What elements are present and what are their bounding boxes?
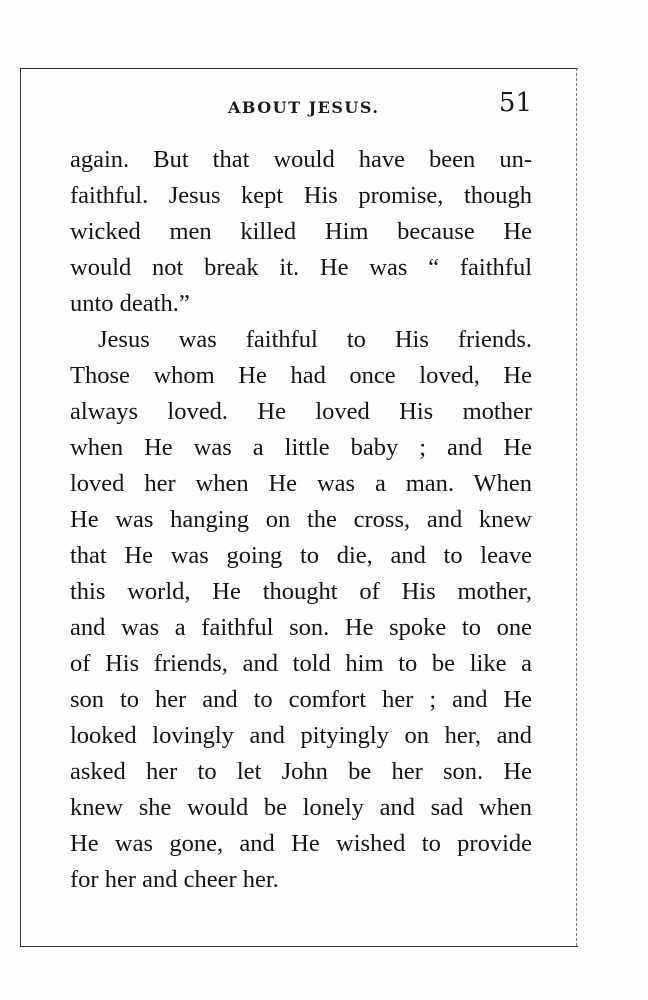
running-head: ABOUT JESUS. xyxy=(228,98,380,117)
text-line: son to her and to comfort her ; and He xyxy=(70,686,532,713)
text-line: again. But that would have been un- xyxy=(70,146,532,173)
text-line: faithful. Jesus kept His promise, though xyxy=(70,182,532,209)
text-line: He was gone, and He wished to provide xyxy=(70,830,532,857)
text-line: looked lovingly and pityingly on her, and xyxy=(70,722,532,749)
text-line: when He was a little baby ; and He xyxy=(70,434,532,461)
page-border-left xyxy=(20,68,21,946)
page-header xyxy=(70,88,532,128)
text-line: this world, He thought of His mother, xyxy=(70,578,532,605)
text-line: and was a faithful son. He spoke to one xyxy=(70,614,532,641)
page-border-top xyxy=(20,68,578,69)
page-border-right xyxy=(576,68,577,946)
text-line: loved her when He was a man. When xyxy=(70,470,532,497)
text-line: asked her to let John be her son. He xyxy=(70,758,532,785)
text-line: He was hanging on the cross, and knew xyxy=(70,506,532,533)
text-line: always loved. He loved His mother xyxy=(70,398,532,425)
text-line: that He was going to die, and to leave xyxy=(70,542,532,569)
text-line: for her and cheer her. xyxy=(70,866,279,893)
text-line: unto death.” xyxy=(70,290,190,317)
text-line: wicked men killed Him because He xyxy=(70,218,532,245)
text-line: of His friends, and told him to be like a xyxy=(70,650,532,677)
text-line: knew she would be lonely and sad when xyxy=(70,794,532,821)
page-border-bottom xyxy=(20,946,578,947)
page-number: 51 xyxy=(498,88,532,118)
text-line: would not break it. He was “ faithful xyxy=(70,254,532,281)
paragraph-start-line: Jesus was faithful to His friends. xyxy=(98,326,532,353)
text-line: Those whom He had once loved, He xyxy=(70,362,532,389)
body-text xyxy=(70,142,532,898)
